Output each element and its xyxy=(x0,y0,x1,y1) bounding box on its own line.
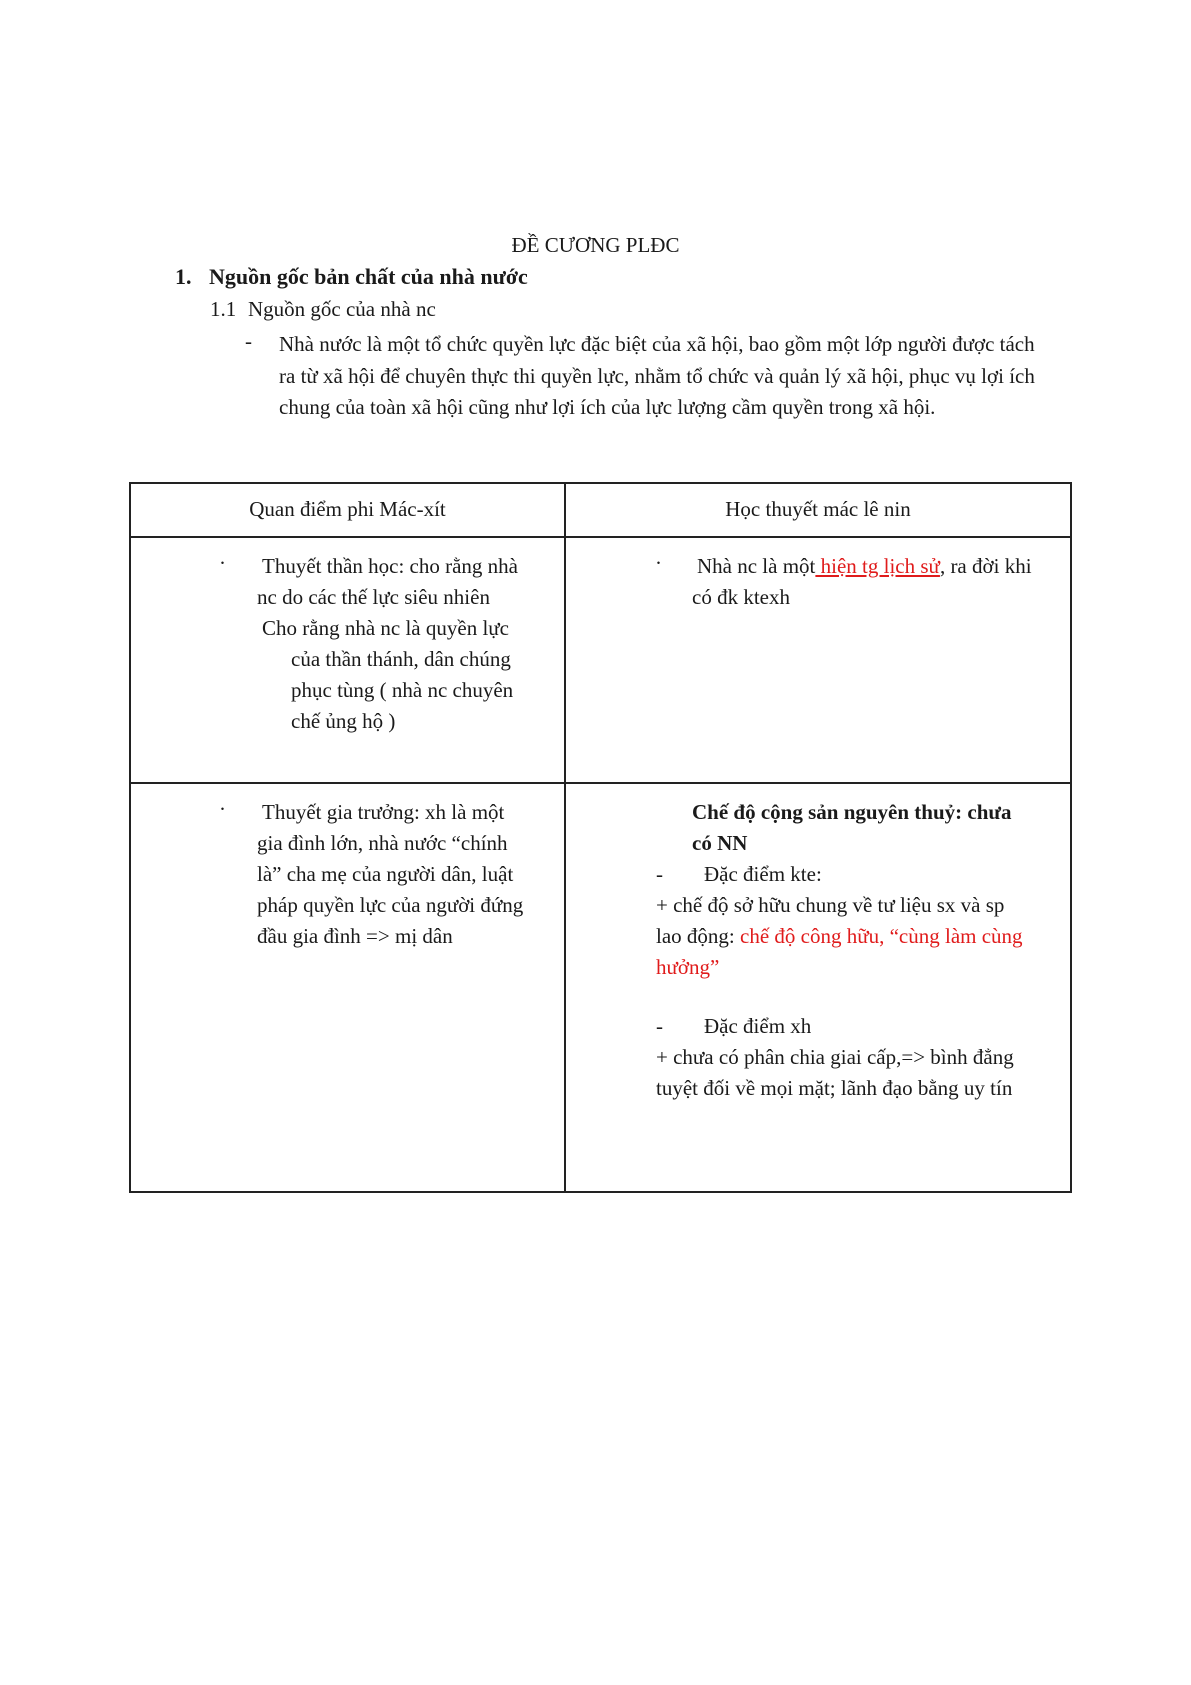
economic-line-a: + chế độ sở hữu chung về tư liệu sx và sp xyxy=(656,893,1005,917)
bullet: · xyxy=(655,551,662,575)
patriarchy-line-a: Thuyết gia trưởng: xh là một xyxy=(262,800,505,824)
common-ownership-highlight: chế độ công hữu, “cùng làm cùng xyxy=(740,924,1023,948)
section-1-1-heading xyxy=(210,297,436,322)
bullet: · xyxy=(219,797,226,821)
social-line-b: tuyệt đối về mọi mặt; lãnh đạo bằng uy tín xyxy=(656,1076,1013,1100)
header-cell-left: Quan điểm phi Mác-xít xyxy=(130,483,565,537)
primitive-heading-a: Chế độ cộng sản nguyên thuỷ: chưa xyxy=(692,800,1012,824)
document-title: ĐỀ CƯƠNG PLĐC xyxy=(511,233,680,257)
historical-phenomenon-highlight: hiện tg lịch sử xyxy=(815,554,940,578)
section-1-1-number: 1.1 xyxy=(210,297,237,321)
theology-line-d: của thần thánh, dân chúng xyxy=(291,647,511,671)
dash: - xyxy=(656,1014,663,1038)
cell-patriarchy xyxy=(130,783,565,1192)
economic-line-b-pre: lao động: xyxy=(656,924,740,948)
bullet: · xyxy=(219,551,226,575)
economic-line-c: hưởng” xyxy=(656,955,720,979)
marxist-line-1 xyxy=(697,551,1032,582)
primitive-heading-b: có NN xyxy=(692,831,748,855)
patriarchy-line-d: pháp quyền lực của người đứng xyxy=(257,893,524,917)
table-row xyxy=(130,783,1071,1192)
marxist-post: , ra đời khi xyxy=(939,554,1032,578)
social-line-a: + chưa có phân chia giai cấp,=> bình đẳng xyxy=(656,1045,1014,1069)
economic-traits-label: Đặc điểm kte: xyxy=(704,862,822,886)
marxist-pre: Nhà nc là một xyxy=(697,554,816,578)
economic-line-b xyxy=(656,921,1023,952)
section-1-title: Nguồn gốc bản chất của nhà nước xyxy=(209,264,528,289)
theology-line-c: Cho rằng nhà nc là quyền lực xyxy=(262,616,509,640)
dash: - xyxy=(656,862,663,886)
patriarchy-line-b: gia đình lớn, nhà nước “chính xyxy=(257,831,508,855)
section-1-heading xyxy=(175,264,528,290)
cell-primitive-communism xyxy=(565,783,1071,1192)
intro-paragraph: Nhà nước là một tổ chức quyền lực đặc biệt của xã hội, bao gồm một lớp người được tách ra từ xã hội để chuyên thực thi quyền lực, nhằm tổ chức và quản lý xã hội, phục vụ lợi ích chung của toàn xã hội cũng như lợi ích của lực lượng cầm quyền trong xã hội. xyxy=(279,332,1035,419)
cell-theology xyxy=(130,537,565,783)
patriarchy-line-e: đầu gia đình => mị dân xyxy=(257,924,453,948)
cell-marxist-origin xyxy=(565,537,1071,783)
social-traits-label: Đặc điểm xh xyxy=(704,1014,812,1038)
table-header-row xyxy=(130,483,1071,537)
theology-line-a: Thuyết thần học: cho rằng nhà xyxy=(262,554,518,578)
theology-line-f: chế ủng hộ ) xyxy=(291,709,396,733)
section-1-number: 1. xyxy=(175,264,192,289)
header-cell-right: Học thuyết mác lê nin xyxy=(565,483,1071,537)
theology-line-b: nc do các thế lực siêu nhiên xyxy=(257,585,490,609)
section-1-1-title: Nguồn gốc của nhà nc xyxy=(248,297,436,321)
comparison-table xyxy=(129,482,1072,1193)
patriarchy-line-c: là” cha mẹ của người dân, luật xyxy=(257,862,514,886)
table-row xyxy=(130,537,1071,783)
marxist-line-2: có đk ktexh xyxy=(692,585,790,609)
intro-dash: - xyxy=(245,329,252,353)
theology-line-e: phục tùng ( nhà nc chuyên xyxy=(291,678,514,702)
